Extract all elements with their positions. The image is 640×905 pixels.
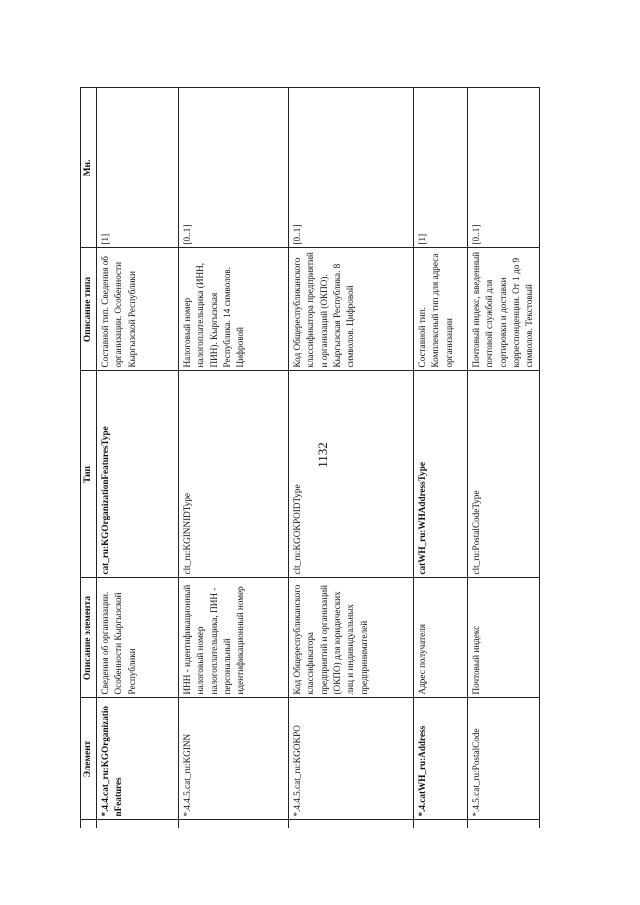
schema-table (80, 88, 540, 829)
type-cell: catWH_ru:WHAddressType (414, 371, 468, 578)
table-row (179, 88, 289, 828)
type-cell: clt_ru:PostalCodeType (468, 371, 540, 578)
element-cell: *.4.catWH_ru:Address (414, 698, 468, 820)
row-gutter-cell (468, 820, 540, 828)
row-gutter-cell (414, 820, 468, 828)
type-description-cell: Код Общереспубликанского классификатора предприятий и организаций (ОКПО). Кыргызская Республика. 8 символов. Цифровой (289, 248, 414, 371)
element-cell: *.4.4.5.cat_ru:KGOKPO (289, 698, 414, 820)
element-cell: *.4.4.cat_ru:KGOrganizationFeatures (97, 698, 179, 820)
table-row (414, 88, 468, 828)
multiplicity-cell: [1] (414, 88, 468, 248)
row-gutter-cell (97, 820, 179, 828)
multiplicity-cell: [0..1] (468, 88, 540, 248)
type-cell: cat_ru:KGOrganizationFeaturesType (97, 371, 179, 578)
type-description-cell: Составной тип. Сведения об организации. Особенности Кыргызской Республики (97, 248, 179, 371)
table-row (289, 88, 414, 828)
row-gutter-cell (179, 820, 289, 828)
multiplicity-cell: [1] (97, 88, 179, 248)
header-type: Тип (81, 371, 97, 578)
page-number: 1132 (315, 442, 330, 468)
header-element-description: Описание элемента (81, 578, 97, 698)
table-header-row (81, 88, 97, 828)
element-description-cell: Почтовый индекс (468, 578, 540, 698)
type-description-cell: Налоговый номер налогоплательщика (ИНН, ПИН). Кыргызская Республика. 14 символов. Цифровой (179, 248, 289, 371)
type-description-cell: Почтовый индекс, введенный почтовой службой для сортировки и доставки корреспонденции. От 1 до 9 символов. Текстовый (468, 248, 540, 371)
type-cell: clt_ru:KGOKPOIDType (289, 371, 414, 578)
element-description-cell: ИНН - идентификационный налоговый номер налогоплательщика, ПИН - персональный идентификационный номер (179, 578, 289, 698)
header-multiplicity: Мн. (81, 88, 97, 248)
table-row (97, 88, 179, 828)
header-type-description: Описание типа (81, 248, 97, 371)
type-cell: clt_ru:KGINNIDType (179, 371, 289, 578)
element-description-cell: Адрес получателя (414, 578, 468, 698)
element-cell: *.4.4.5.cat_ru:KGINN (179, 698, 289, 820)
rotated-table-container (80, 88, 536, 828)
multiplicity-cell: [0..1] (289, 88, 414, 248)
header-gutter-cell (81, 820, 97, 828)
element-cell: *.4.5.cat_ru:PostalCode (468, 698, 540, 820)
type-description-cell: Составной тип. Комплексный тип для адреса организации (414, 248, 468, 371)
header-element: Элемент (81, 698, 97, 820)
element-description-cell: Код Общереспубликанского классификатора предприятий и организаций (ОКПО) для юридических лиц и индивидуальных предпринимателей (289, 578, 414, 698)
multiplicity-cell: [0..1] (179, 88, 289, 248)
element-description-cell: Сведения об организации. Особенности Кыргызской Республики (97, 578, 179, 698)
row-gutter-cell (289, 820, 414, 828)
table-row (468, 88, 540, 828)
